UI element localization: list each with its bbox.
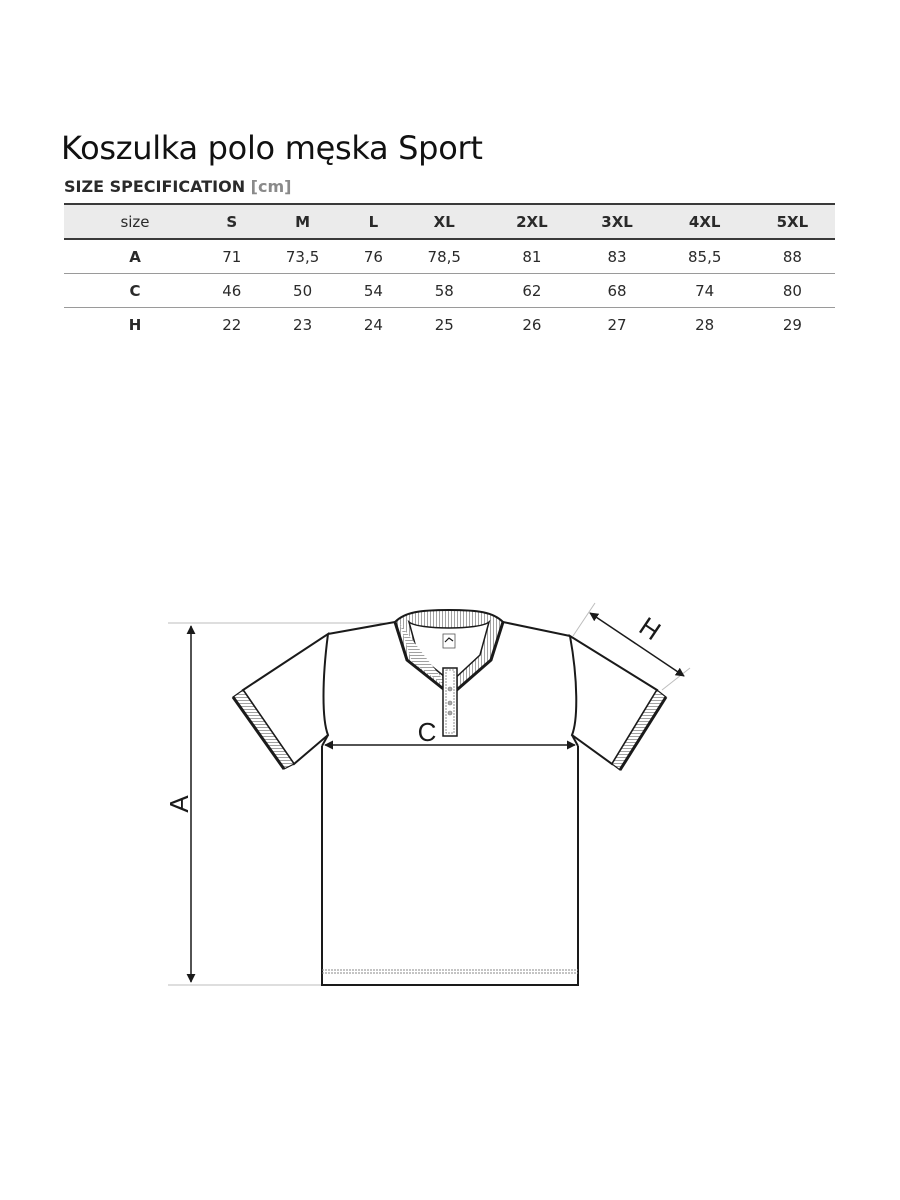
right-sleeve [570, 636, 666, 770]
chest-label: C [417, 717, 437, 747]
brand-label-icon [443, 634, 455, 648]
table-cell: 24 [363, 315, 383, 334]
header-size-xl: XL [399, 204, 489, 239]
table-cell: 71 [206, 239, 258, 274]
row-label: H [128, 315, 142, 334]
row-label: C [64, 274, 206, 308]
table-cell: 58 [399, 274, 489, 308]
header-size-m: M [258, 204, 348, 239]
table-cell: 88 [750, 239, 835, 274]
spec-unit: [cm] [250, 177, 292, 196]
table-row-c [64, 274, 835, 308]
table-cell: 85,5 [660, 239, 750, 274]
table-row-a [64, 239, 835, 274]
left-sleeve [233, 634, 328, 769]
length-label: A [164, 795, 194, 813]
size-table [64, 203, 835, 341]
header-size-3xl: 3XL [574, 204, 659, 239]
table-cell: 28 [695, 315, 715, 334]
table-cell: 73,5 [258, 239, 348, 274]
row-label: A [64, 239, 206, 274]
table-cell: 62 [489, 274, 574, 308]
table-cell: 78,5 [399, 239, 489, 274]
table-cell: 23 [293, 315, 313, 334]
polo-shirt-diagram [0, 590, 900, 1010]
spec-heading-text: SIZE SPECIFICATION [64, 177, 246, 196]
header-size-label: size [64, 204, 206, 239]
sleeve-label: H [633, 610, 667, 647]
table-cell: 46 [206, 274, 258, 308]
header-size-2xl: 2XL [489, 204, 574, 239]
header-size-l: L [348, 204, 400, 239]
header-size-4xl: 4XL [660, 204, 750, 239]
header-size-5xl: 5XL [750, 204, 835, 239]
table-cell: 68 [574, 274, 659, 308]
table-cell: 76 [348, 239, 400, 274]
table-row-h [64, 308, 835, 342]
table-cell: 74 [660, 274, 750, 308]
table-cell: 81 [489, 239, 574, 274]
table-cell: 26 [522, 315, 542, 334]
table-cell: 83 [574, 239, 659, 274]
table-cell: 54 [348, 274, 400, 308]
table-cell: 50 [258, 274, 348, 308]
placket [443, 668, 457, 736]
table-cell: 29 [782, 315, 802, 334]
table-cell: 22 [222, 315, 242, 334]
size-specification-heading [64, 176, 291, 198]
page-title: Koszulka polo męska Sport [61, 129, 483, 167]
table-cell: 25 [434, 315, 454, 334]
table-cell: 27 [607, 315, 627, 334]
header-size-s: S [206, 204, 258, 239]
size-header-row [64, 204, 835, 239]
table-cell: 80 [750, 274, 835, 308]
